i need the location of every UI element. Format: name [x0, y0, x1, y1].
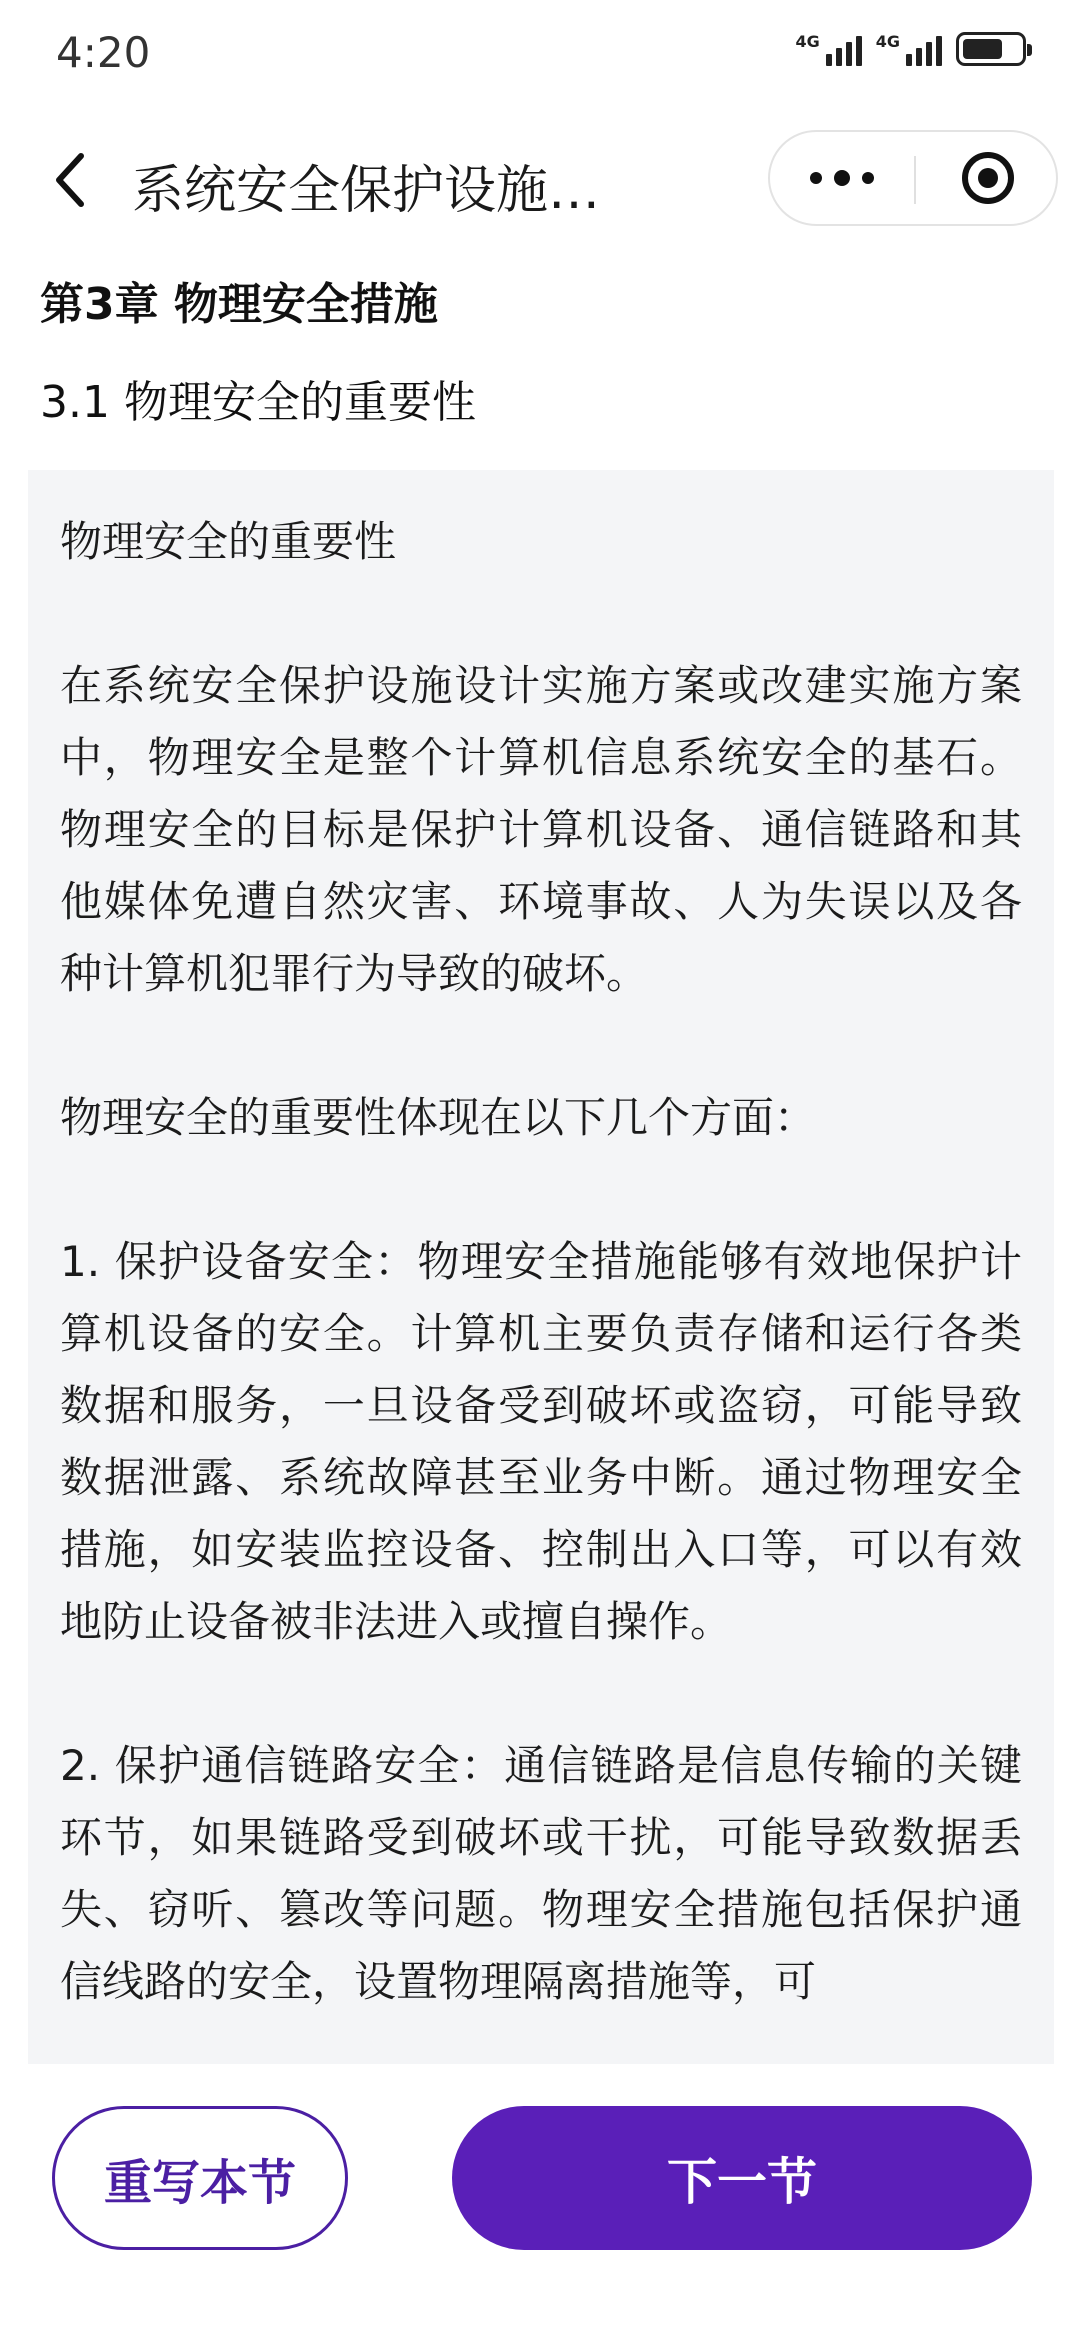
- content-paragraph: 在系统安全保护设施设计实施方案或改建实施方案中，物理安全是整个计算机信息系统安全的基石。物理安全的目标是保护计算机设备、通信链路和其他媒体免遭自然灾害、环境事故、人为失误以及各种计算机犯罪行为导致的破坏。: [60, 661, 1022, 998]
- content-paragraph: 物理安全的重要性: [60, 517, 397, 566]
- rewrite-section-button[interactable]: 重写本节: [52, 2106, 348, 2250]
- back-button[interactable]: [36, 142, 106, 218]
- network-type-label: 4G: [795, 32, 820, 51]
- network-type-label: 4G: [875, 32, 900, 51]
- bottom-action-bar: [0, 2064, 1080, 2340]
- content-paragraph: 物理安全的重要性体现在以下几个方面：: [60, 1093, 817, 1142]
- battery-level: [963, 39, 1002, 59]
- signal-icon: [876, 32, 942, 66]
- content-box[interactable]: [28, 470, 1054, 2064]
- status-time: 4:20: [56, 28, 151, 77]
- close-button[interactable]: [916, 132, 1060, 224]
- chapter-title: 第3章 物理安全措施: [40, 279, 438, 330]
- chevron-left-icon: [51, 150, 91, 210]
- status-bar: [0, 0, 1080, 110]
- page-title: 系统安全保护设施…: [132, 161, 601, 221]
- content-paragraph: 1. 保护设备安全：物理安全措施能够有效地保护计算机设备的安全。计算机主要负责存储和运行各类数据和服务，一旦设备受到破坏或盗窃，可能导致数据泄露、系统故障甚至业务中断。通过物理安全措施，如安装监控设备、控制出入口等，可以有效地防止设备被非法进入或擅自操作。: [60, 1237, 1022, 1646]
- more-button[interactable]: [770, 132, 914, 224]
- nav-bar: [0, 120, 1080, 240]
- content-paragraph: 2. 保护通信链路安全：通信链路是信息传输的关键环节，如果链路受到破坏或干扰，可能导致数据丢失、窃听、篡改等问题。物理安全措施包括保护通信线路的安全，设置物理隔离措施等，可: [60, 1741, 1022, 2006]
- more-icon: [810, 172, 822, 184]
- next-section-button[interactable]: 下一节: [452, 2106, 1032, 2250]
- target-icon: [962, 152, 1014, 204]
- battery-icon: [956, 32, 1026, 66]
- section-title: 3.1 物理安全的重要性: [40, 377, 476, 428]
- signal-icon: [795, 32, 861, 66]
- miniprogram-capsule: [768, 130, 1058, 226]
- status-icons: [795, 32, 1026, 66]
